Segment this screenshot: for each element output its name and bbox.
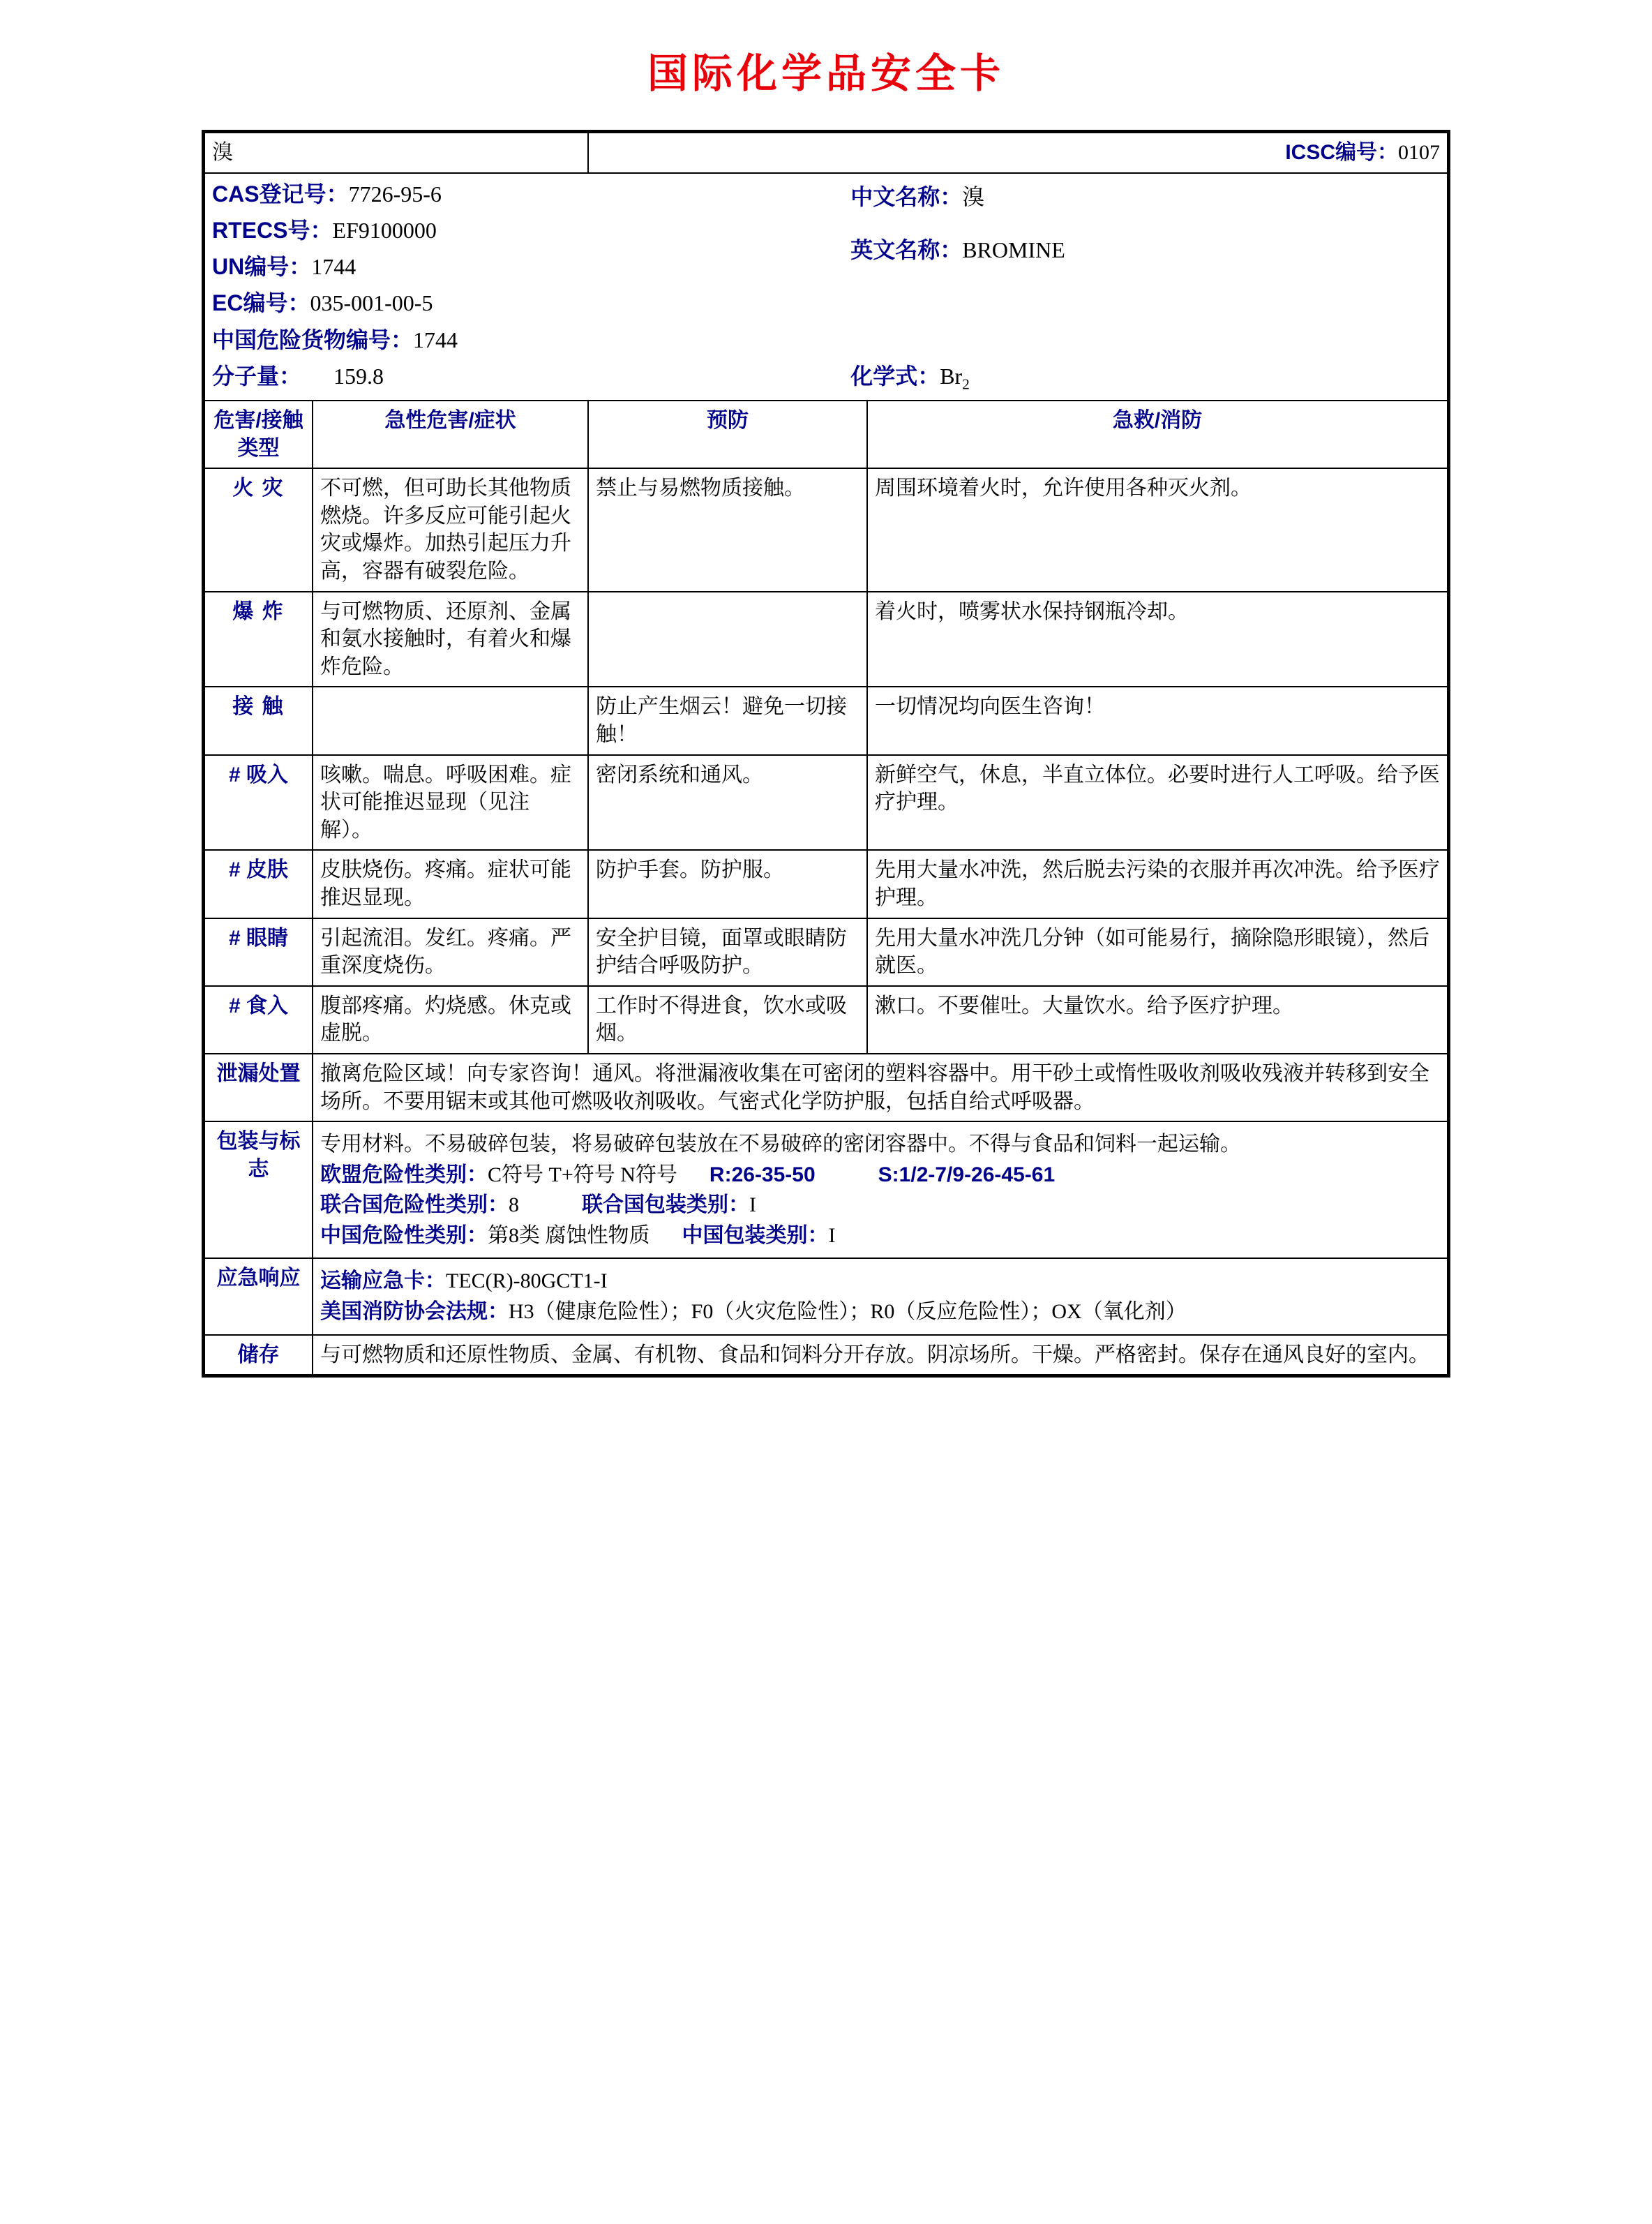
- nfpa-label: 美国消防协会法规：: [320, 1300, 509, 1324]
- exposure-hazard: [313, 687, 588, 754]
- eyes-firstaid: 先用大量水冲洗几分钟（如可能易行，摘除隐形眼镜），然后就医。: [867, 918, 1448, 986]
- un-label: UN编号：: [212, 254, 312, 280]
- ec-label: EC编号：: [212, 290, 310, 316]
- inhalation-hazard: 咳嗽。喘息。呼吸困难。症状可能推迟显现（见注解）。: [313, 755, 588, 851]
- fire-prevention: 禁止与易燃物质接触。: [588, 468, 867, 591]
- eu-s-phrases: S:1/2-7/9-26-45-61: [878, 1163, 1056, 1186]
- storage-text: 与可燃物质和还原性物质、金属、有机物、食品和饲料分开存放。阴凉场所。干燥。严格密封。保存在通风良好的室内。: [313, 1335, 1448, 1375]
- emergency-block: [313, 1258, 1448, 1334]
- transport-emergency-card-line: [320, 1267, 1440, 1295]
- column-header-type-line1: 危害/接触: [213, 409, 303, 433]
- formula-line: [850, 361, 1440, 394]
- english-name-value: BROMINE: [962, 237, 1065, 262]
- row-label-explosion: 爆 炸: [204, 592, 313, 687]
- molecular-weight-line: [212, 361, 850, 391]
- table-row: [204, 755, 1448, 851]
- nfpa-line: [320, 1298, 1440, 1326]
- un-packing-group-label: 联合国包装类别：: [582, 1193, 749, 1217]
- row-label-inhalation: # 吸入: [204, 755, 313, 851]
- table-row: [204, 687, 1448, 754]
- identity-block: [204, 173, 1448, 401]
- spill-row: [204, 1054, 1448, 1121]
- cn-dangerous-goods-label: 中国危险货物编号：: [212, 327, 414, 352]
- row-label-skin: # 皮肤: [204, 850, 313, 918]
- column-header-hazard: 急性危害/症状: [313, 401, 588, 468]
- icsc-label: ICSC编号：: [1285, 141, 1398, 164]
- skin-firstaid: 先用大量水冲洗，然后脱去污染的衣服并再次冲洗。给予医疗护理。: [867, 850, 1448, 918]
- row-label-packaging: 包装与标志: [204, 1121, 313, 1258]
- column-header-row: [204, 401, 1448, 468]
- packaging-row: [204, 1121, 1448, 1258]
- row-label-eyes: # 眼睛: [204, 918, 313, 986]
- cn-hazard-class-value: 第8类 腐蚀性物质: [488, 1223, 650, 1247]
- english-name-line: [850, 235, 1440, 264]
- packaging-cn-line: [320, 1222, 1440, 1250]
- fire-firstaid: 周围环境着火时，允许使用各种灭火剂。: [867, 468, 1448, 591]
- identity-row: [204, 173, 1448, 401]
- cn-packing-group-label: 中国包装类别：: [682, 1223, 829, 1247]
- row-label-ingestion: # 食入: [204, 986, 313, 1054]
- ec-value: 035-001-00-5: [310, 290, 433, 316]
- un-packing-group-value: I: [749, 1193, 756, 1217]
- row-label-fire: 火 灾: [204, 468, 313, 591]
- table-row: [204, 468, 1448, 591]
- un-hazard-class-label: 联合国危险性类别：: [320, 1193, 509, 1217]
- table-row: [204, 592, 1448, 687]
- rtecs-value: EF9100000: [332, 217, 437, 243]
- inhalation-prevention: 密闭系统和通风。: [588, 755, 867, 851]
- transport-emergency-card-label: 运输应急卡：: [320, 1269, 446, 1293]
- packaging-intro: 专用材料。不易破碎包装，将易破碎包装放在不易破碎的密闭容器中。不得与食品和饲料一起运输。: [320, 1133, 1241, 1156]
- rtecs-label: RTECS号：: [212, 217, 333, 243]
- transport-emergency-card-value: TEC(R)-80GCT1-I: [446, 1269, 608, 1293]
- cn-dangerous-goods-value: 1744: [413, 327, 458, 352]
- column-header-firstaid: 急救/消防: [867, 401, 1448, 468]
- un-line: [212, 252, 850, 281]
- page-title: 国际化学品安全卡: [647, 51, 1005, 96]
- nfpa-value: H3（健康危险性）；F0（火灾危险性）；R0（反应危险性）；OX（氧化剂）: [509, 1300, 1187, 1324]
- ingestion-prevention: 工作时不得进食，饮水或吸烟。: [588, 986, 867, 1054]
- cn-dangerous-goods-line: [212, 325, 850, 355]
- explosion-firstaid: 着火时，喷雾状水保持钢瓶冷却。: [867, 592, 1448, 687]
- english-name-label: 英文名称：: [850, 237, 963, 262]
- ingestion-hazard: 腹部疼痛。灼烧感。休克或虚脱。: [313, 986, 588, 1054]
- eyes-prevention: 安全护目镜，面罩或眼睛防护结合呼吸防护。: [588, 918, 867, 986]
- formula-label: 化学式：: [850, 363, 940, 389]
- cas-value: 7726-95-6: [348, 181, 442, 207]
- chinese-name-line: [850, 182, 1440, 211]
- icsc-number-cell: [588, 133, 1448, 173]
- un-hazard-class-value: 8: [509, 1193, 519, 1217]
- row-label-spill: 泄漏处置: [204, 1054, 313, 1121]
- icsc-value: 0107: [1398, 141, 1440, 164]
- cn-hazard-class-label: 中国危险性类别：: [320, 1223, 488, 1247]
- ingestion-firstaid: 漱口。不要催吐。大量饮水。给予医疗护理。: [867, 986, 1448, 1054]
- explosion-prevention: [588, 592, 867, 687]
- identity-right: [850, 179, 1440, 361]
- exposure-firstaid: 一切情况均向医生咨询！: [867, 687, 1448, 754]
- chinese-name-label: 中文名称：: [850, 184, 963, 209]
- table-row: [204, 986, 1448, 1054]
- row-label-storage: 储存: [204, 1335, 313, 1375]
- substance-name: 溴: [204, 133, 588, 173]
- table-row: [204, 850, 1448, 918]
- packaging-un-line: [320, 1191, 1440, 1219]
- column-header-type-line2: 类型: [237, 436, 280, 460]
- cas-label: CAS登记号：: [212, 181, 349, 207]
- spill-text: 撤离危险区域！向专家咨询！通风。将泄漏液收集在可密闭的塑料容器中。用干砂土或惰性吸收剂吸收残液并转移到安全场所。不要用锯末或其他可燃吸收剂吸收。气密式化学防护服，包括自给式呼吸器。: [313, 1054, 1448, 1121]
- formula-subscript: 2: [962, 375, 970, 393]
- ec-line: [212, 288, 850, 318]
- molecular-weight-label: 分子量：: [212, 363, 302, 389]
- identity-left: [212, 179, 850, 361]
- storage-row: [204, 1335, 1448, 1375]
- explosion-hazard: 与可燃物质、还原剂、金属和氨水接触时，有着火和爆炸危险。: [313, 592, 588, 687]
- packaging-block: [313, 1121, 1448, 1258]
- skin-prevention: 防护手套。防护服。: [588, 850, 867, 918]
- eu-r-phrases: R:26-35-50: [709, 1163, 816, 1186]
- icsc-table: [204, 132, 1448, 1375]
- column-header-prevention: 预防: [588, 401, 867, 468]
- fire-hazard: 不可燃，但可助长其他物质燃烧。许多反应可能引起火灾或爆炸。加热引起压力升高，容器有破裂危险。: [313, 468, 588, 591]
- eu-hazard-label: 欧盟危险性类别：: [320, 1163, 488, 1186]
- column-header-type: [204, 401, 313, 468]
- inhalation-firstaid: 新鲜空气，休息，半直立体位。必要时进行人工呼吸。给予医疗护理。: [867, 755, 1448, 851]
- eyes-hazard: 引起流泪。发红。疼痛。严重深度烧伤。: [313, 918, 588, 986]
- packaging-eu-line: [320, 1161, 1440, 1189]
- table-row: [204, 918, 1448, 986]
- row-label-emergency: 应急响应: [204, 1258, 313, 1334]
- emergency-row: [204, 1258, 1448, 1334]
- icsc-card: [202, 130, 1450, 1378]
- row-label-exposure: 接 触: [204, 687, 313, 754]
- chinese-name-value: 溴: [962, 184, 985, 209]
- cas-line: [212, 179, 850, 209]
- card-header-row: [204, 133, 1448, 173]
- molecular-row: [212, 361, 1440, 394]
- molecular-weight-value: 159.8: [333, 363, 384, 389]
- skin-hazard: 皮肤烧伤。疼痛。症状可能推迟显现。: [313, 850, 588, 918]
- rtecs-line: [212, 216, 850, 245]
- formula-value: Br: [940, 363, 963, 389]
- cn-packing-group-value: I: [828, 1223, 836, 1247]
- exposure-prevention: 防止产生烟云！避免一切接触！: [588, 687, 867, 754]
- eu-hazard-value: C符号 T+符号 N符号: [488, 1163, 677, 1186]
- un-value: 1744: [311, 254, 356, 280]
